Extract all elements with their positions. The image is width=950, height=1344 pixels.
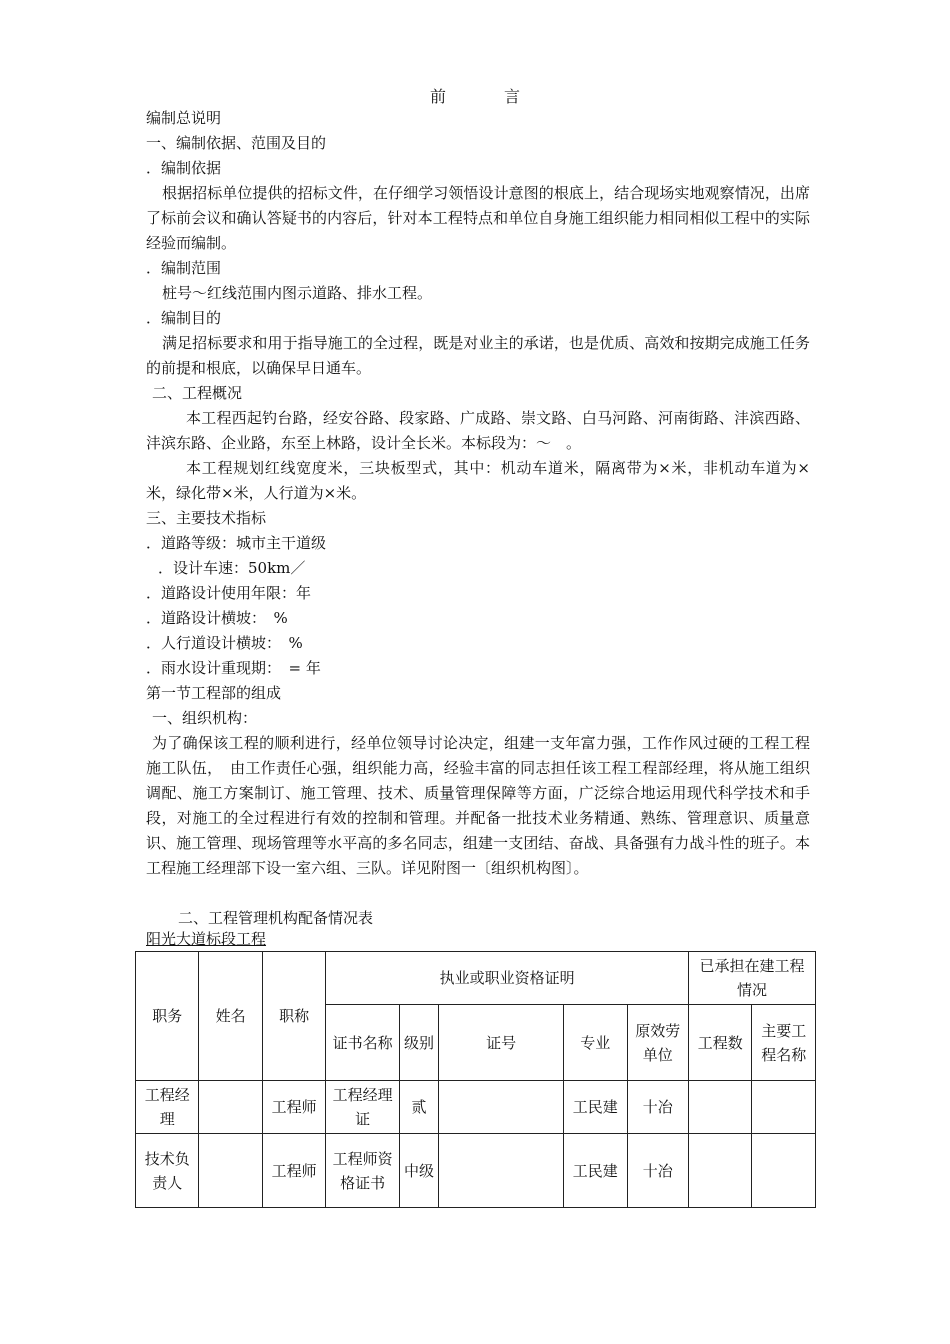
title-char-right: 言 bbox=[504, 87, 521, 106]
cell-duty: 工程经理 bbox=[136, 1081, 199, 1134]
index-sidewalk-slope: ．人行道设计横坡： % bbox=[146, 634, 303, 652]
header-duty: 职务 bbox=[136, 952, 199, 1081]
header-major: 专业 bbox=[564, 1005, 627, 1081]
heading-scope: ．编制范围 bbox=[146, 259, 222, 277]
heading-section-one: 第一节工程部的组成 bbox=[146, 684, 282, 702]
table-row bbox=[136, 1081, 816, 1134]
header-name: 姓名 bbox=[199, 952, 262, 1081]
header-cert-group: 执业或职业资格证明 bbox=[326, 952, 689, 1005]
index-design-speed: ．设计车速：50km／ bbox=[158, 559, 306, 577]
paragraph-basis: 根据招标单位提供的招标文件，在仔细学习领悟设计意图的根底上，结合现场实地观察情况，出席了标前会议和确认答疑书的内容后，针对本工程特点和单位自身施工组织能力相同相似工程中的实际经验而编制。 bbox=[146, 184, 810, 252]
cell-cert: 工程师资格证书 bbox=[326, 1134, 400, 1208]
cell-level: 中级 bbox=[399, 1134, 438, 1208]
title-char-left: 前 bbox=[429, 87, 446, 106]
cell-project-count bbox=[688, 1134, 751, 1208]
header-built-projects: 已承担在建工程情况 bbox=[688, 952, 815, 1005]
heading-organization: 一、组织机构： bbox=[152, 709, 258, 727]
cell-project-main bbox=[752, 1081, 816, 1134]
cell-employer: 十冶 bbox=[627, 1134, 688, 1208]
cell-name bbox=[199, 1081, 262, 1134]
heading-basis: ．编制依据 bbox=[146, 159, 222, 177]
index-road-grade: ．道路等级：城市主干道级 bbox=[146, 534, 327, 552]
cell-major: 工民建 bbox=[564, 1081, 627, 1134]
paragraph-purpose: 满足招标要求和用于指导施工的全过程，既是对业主的承诺，也是优质、高效和按期完成施工任务的前提和根底，以确保早日通车。 bbox=[146, 334, 810, 377]
index-rain-period: ．雨水设计重现期： = 年 bbox=[146, 659, 321, 677]
heading-staff-table: 二、工程管理机构配备情况表 bbox=[178, 909, 374, 927]
cell-level: 贰 bbox=[399, 1081, 438, 1134]
cell-employer: 十冶 bbox=[627, 1081, 688, 1134]
cell-duty: 技术负责人 bbox=[136, 1134, 199, 1208]
heading-purpose: ．编制目的 bbox=[146, 309, 222, 327]
cell-title: 工程师 bbox=[262, 1081, 325, 1134]
heading-tech-index: 三、主要技术指标 bbox=[146, 509, 267, 527]
cell-cert: 工程经理证 bbox=[326, 1081, 400, 1134]
cell-name bbox=[199, 1134, 262, 1208]
table-row bbox=[136, 1134, 816, 1208]
header-project-main: 主要工程名称 bbox=[752, 1005, 816, 1081]
paragraph-organization: 为了确保该工程的顺利进行，经单位领导讨论决定，组建一支年富力强，工作作风过硬的工程工程施工队伍， 由工作责任心强，组织能力高，经验丰富的同志担任该工程工程部经理，将从施工组织调配、施工方案制订、施工管理、技术、质量管理保障等方面，广泛综合地运用现代科学技术和手段，对施工的全过程进行有效的控制和管理。并配备一批技术业务精通、熟练、管理意识、质量意识、施工管理、现场管理等水平高的多名同志，组建一支团结、奋战、具备强有力战斗性的班子。本工程施工经理部下设一室六组、三队。详见附图一〔组织机构图〕。 bbox=[146, 734, 810, 877]
cell-cert-no bbox=[439, 1134, 564, 1208]
paragraph-overview-2: 本工程规划红线宽度米，三块板型式，其中：机动车道米，隔离带为×米，非机动车道为×米，绿化带×米，人行道为×米。 bbox=[146, 459, 810, 502]
cell-project-count bbox=[688, 1081, 751, 1134]
staff-table bbox=[135, 951, 816, 1208]
cell-major: 工民建 bbox=[564, 1134, 627, 1208]
cell-project-main bbox=[752, 1134, 816, 1208]
cell-title: 工程师 bbox=[262, 1134, 325, 1208]
header-cert-name: 证书名称 bbox=[326, 1005, 400, 1081]
header-employer: 原效劳单位 bbox=[627, 1005, 688, 1081]
heading-general: 编制总说明 bbox=[146, 109, 222, 127]
page-title bbox=[0, 84, 950, 107]
paragraph-overview-1: 本工程西起钓台路，经安谷路、段家路、广成路、崇文路、白马河路、河南街路、沣滨西路、沣滨东路、企业路，东至上林路，设计全长米。本标段为：～ 。 bbox=[146, 409, 810, 452]
header-cert-no: 证号 bbox=[439, 1005, 564, 1081]
header-level: 级别 bbox=[399, 1005, 438, 1081]
heading-basis-scope: 一、编制依据、范围及目的 bbox=[146, 134, 327, 152]
cell-cert-no bbox=[439, 1081, 564, 1134]
header-title: 职称 bbox=[262, 952, 325, 1081]
scope-text: 桩号～红线范围内图示道路、排水工程。 bbox=[162, 284, 433, 302]
table-header-row bbox=[136, 952, 816, 1005]
index-design-life: ．道路设计使用年限：年 bbox=[146, 584, 312, 602]
table-caption: 阳光大道标段工程 bbox=[146, 930, 267, 948]
heading-overview: 二、工程概况 bbox=[152, 384, 243, 402]
index-cross-slope: ．道路设计横坡： % bbox=[146, 609, 288, 627]
header-project-count: 工程数 bbox=[688, 1005, 751, 1081]
